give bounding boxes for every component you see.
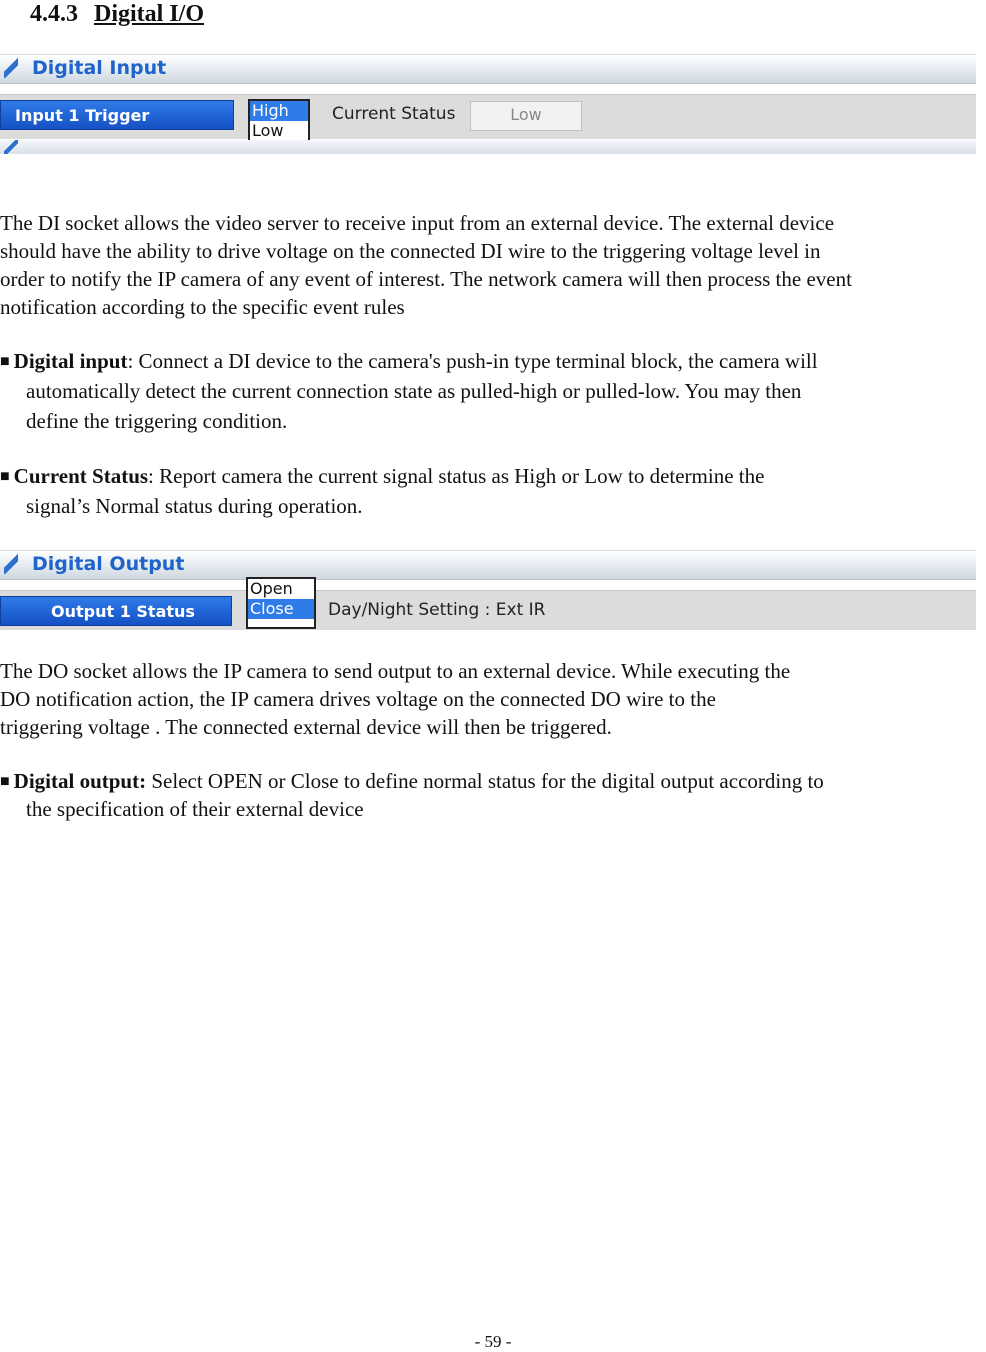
daynight-setting-label: Day/Night Setting : Ext IR	[328, 600, 546, 620]
di-intro-line: notification according to the specific event rules	[0, 295, 405, 319]
digital-output-header: Digital Output	[32, 553, 185, 575]
section-title: Digital I/O	[94, 1, 205, 27]
input-trigger-condition-button[interactable]: Input 1 Trigger	[0, 100, 234, 130]
digital-output-panel	[0, 548, 976, 630]
di-intro-paragraph	[0, 209, 986, 321]
do-intro-line: The DO socket allows the IP camera to send output to an external device. While executing the	[0, 659, 791, 683]
bullet-text: the specification of their external device	[26, 797, 364, 821]
digital-input-row	[0, 94, 976, 139]
do-intro-paragraph	[0, 657, 986, 741]
bullet-text: : Report camera the current signal status as High or Low to determine the	[148, 464, 765, 488]
next-header-fragment	[0, 140, 976, 154]
bullet-text: automatically detect the current connection state as pulled-high or pulled-low. You may then	[26, 379, 802, 403]
option-open[interactable]: Open	[250, 579, 293, 598]
option-close[interactable]: Close	[248, 599, 314, 619]
digital-output-row	[0, 579, 976, 630]
bullet-digital-output	[0, 767, 986, 823]
current-status-value: Low	[470, 101, 582, 131]
page-number: - 59 -	[474, 1332, 512, 1351]
do-intro-line: DO notification action, the IP camera drives voltage on the connected DO wire to the	[0, 687, 716, 711]
section-number: 4.4.3	[30, 1, 78, 27]
bullet-text: define the triggering condition.	[26, 409, 288, 433]
bullet-text: signal’s Normal status during operation.	[26, 494, 363, 518]
option-low[interactable]: Low	[252, 121, 284, 140]
bullet-term: Digital output:	[13, 769, 147, 793]
current-status-label: Current Status	[332, 104, 456, 124]
bullet-term: Digital input	[13, 349, 128, 373]
di-intro-line: The DI socket allows the video server to receive input from an external device. The external device	[0, 211, 835, 235]
digital-output-header-bar	[0, 550, 976, 580]
section-heading	[30, 0, 204, 28]
square-bullet-icon: ■	[0, 353, 10, 370]
bullet-current-status	[0, 461, 986, 521]
square-bullet-icon: ■	[0, 468, 10, 485]
output-status-button[interactable]: Output 1 Status	[0, 596, 232, 626]
bullet-term: Current Status	[13, 464, 149, 488]
option-high[interactable]: High	[250, 101, 308, 121]
header-slash-icon	[4, 554, 18, 574]
digital-input-panel	[0, 52, 976, 154]
header-slash-icon	[4, 58, 18, 78]
bullet-text: Select OPEN or Close to define normal status for the digital output according to	[146, 769, 824, 793]
square-bullet-icon: ■	[0, 773, 10, 790]
digital-input-header: Digital Input	[32, 57, 167, 79]
di-intro-line: should have the ability to drive voltage on the connected DI wire to the triggering voltage level in	[0, 239, 821, 263]
trigger-condition-listbox[interactable]	[248, 99, 310, 145]
bullet-digital-input	[0, 346, 986, 436]
di-intro-line: order to notify the IP camera of any event of interest. The network camera will then process the event	[0, 267, 852, 291]
output-status-listbox[interactable]	[246, 577, 316, 629]
bullet-text: : Connect a DI device to the camera's push-in type terminal block, the camera will	[127, 349, 818, 373]
digital-input-header-bar	[0, 54, 976, 84]
do-intro-line: triggering voltage . The connected external device will then be triggered.	[0, 715, 612, 739]
